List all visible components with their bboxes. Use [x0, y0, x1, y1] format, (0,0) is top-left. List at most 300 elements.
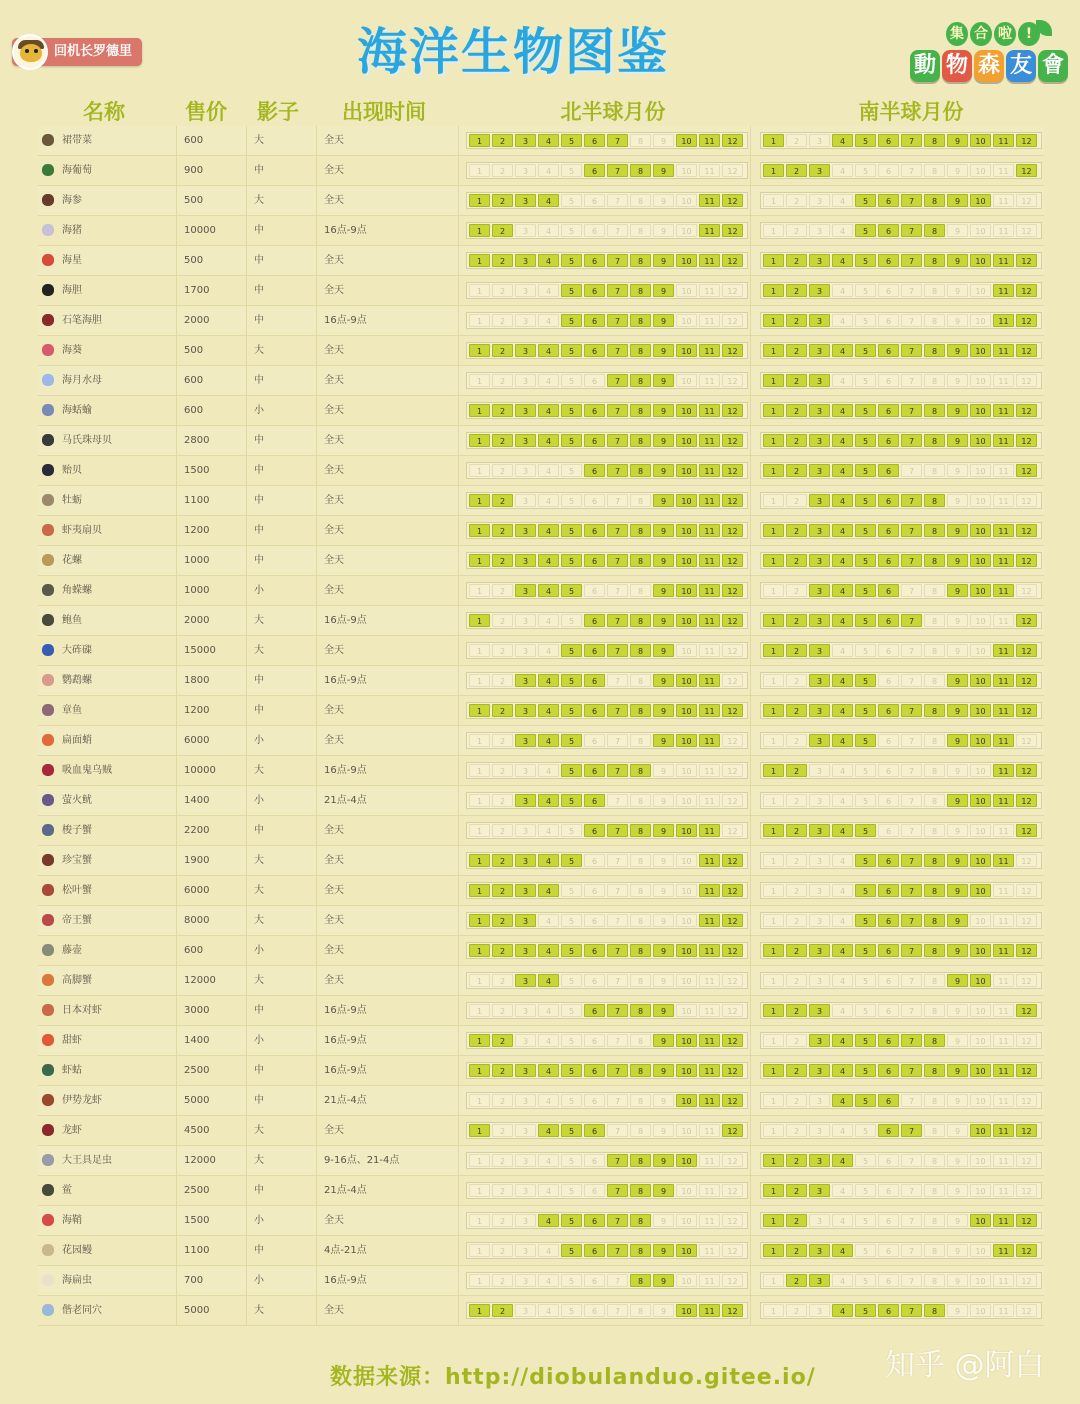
column-divider — [176, 966, 177, 995]
month-cell: 1 — [469, 1154, 490, 1167]
table-row — [38, 786, 1044, 816]
table-row — [38, 1056, 1044, 1086]
logo-char: 啦 — [994, 22, 1016, 46]
month-cell: 6 — [584, 434, 605, 447]
month-cell: 12 — [722, 674, 743, 687]
appear-time: 全天 — [324, 375, 344, 386]
month-cell: 5 — [855, 674, 876, 687]
month-cell: 9 — [947, 254, 968, 267]
south-months — [760, 762, 1042, 779]
month-cell: 11 — [993, 374, 1014, 387]
column-divider — [316, 1146, 317, 1175]
month-cell: 3 — [809, 704, 830, 717]
month-cell: 11 — [993, 1094, 1014, 1107]
south-months — [760, 792, 1042, 809]
month-cell: 10 — [970, 764, 991, 777]
column-divider — [176, 1266, 177, 1295]
month-cell: 4 — [538, 1184, 559, 1197]
month-cell: 7 — [607, 584, 628, 597]
month-cell: 1 — [469, 1094, 490, 1107]
column-divider — [316, 1206, 317, 1235]
month-cell: 9 — [947, 1094, 968, 1107]
creature-icon — [42, 884, 54, 896]
month-cell: 9 — [947, 974, 968, 987]
month-cell: 6 — [584, 374, 605, 387]
month-cell: 8 — [924, 584, 945, 597]
month-cell: 1 — [763, 1034, 784, 1047]
month-cell: 1 — [469, 674, 490, 687]
column-divider — [246, 1206, 247, 1235]
month-cell: 9 — [947, 374, 968, 387]
month-cell: 10 — [676, 434, 697, 447]
shadow-size: 中 — [254, 705, 264, 716]
month-cell: 9 — [947, 464, 968, 477]
appear-time: 全天 — [324, 1305, 344, 1316]
table-row — [38, 156, 1044, 186]
column-divider — [750, 666, 751, 695]
column-divider — [316, 1266, 317, 1295]
month-cell: 5 — [561, 764, 582, 777]
month-cell: 6 — [584, 194, 605, 207]
month-cell: 3 — [515, 1274, 536, 1287]
column-divider — [316, 1116, 317, 1145]
header-time: 出现时间 — [342, 100, 426, 124]
month-cell: 2 — [786, 254, 807, 267]
month-cell: 10 — [676, 734, 697, 747]
month-cell: 1 — [763, 524, 784, 537]
column-divider — [316, 636, 317, 665]
month-cell: 4 — [832, 704, 853, 717]
month-cell: 4 — [832, 794, 853, 807]
month-cell: 8 — [630, 1064, 651, 1077]
month-cell: 9 — [653, 434, 674, 447]
column-divider — [176, 1236, 177, 1265]
month-cell: 8 — [924, 614, 945, 627]
month-cell: 2 — [786, 764, 807, 777]
month-cell: 12 — [1016, 224, 1037, 237]
month-cell: 12 — [722, 464, 743, 477]
column-divider — [316, 1086, 317, 1115]
month-cell: 10 — [970, 134, 991, 147]
month-cell: 2 — [786, 944, 807, 957]
column-divider — [458, 1116, 459, 1145]
column-divider — [176, 1146, 177, 1175]
month-cell: 2 — [786, 164, 807, 177]
month-cell: 8 — [924, 314, 945, 327]
month-cell: 7 — [901, 224, 922, 237]
column-divider — [458, 126, 459, 155]
month-cell: 10 — [676, 374, 697, 387]
month-cell: 4 — [832, 614, 853, 627]
month-cell: 2 — [786, 854, 807, 867]
table-row — [38, 1176, 1044, 1206]
price: 10000 — [184, 225, 216, 236]
month-cell: 4 — [538, 884, 559, 897]
month-cell: 7 — [901, 524, 922, 537]
south-months — [760, 582, 1042, 599]
month-cell: 5 — [561, 1064, 582, 1077]
logo-bottom-text — [910, 50, 1068, 82]
month-cell: 4 — [832, 224, 853, 237]
price: 3000 — [184, 1005, 210, 1016]
price: 1800 — [184, 675, 210, 686]
month-cell: 3 — [515, 974, 536, 987]
month-cell: 2 — [492, 644, 513, 657]
month-cell: 5 — [561, 854, 582, 867]
month-cell: 7 — [901, 854, 922, 867]
month-cell: 7 — [901, 1214, 922, 1227]
month-cell: 7 — [607, 1094, 628, 1107]
creature-icon — [42, 704, 54, 716]
month-cell: 2 — [492, 884, 513, 897]
column-divider — [316, 1026, 317, 1055]
month-cell: 4 — [832, 254, 853, 267]
month-cell: 10 — [676, 554, 697, 567]
month-cell: 8 — [924, 1214, 945, 1227]
month-cell: 10 — [970, 854, 991, 867]
month-cell: 7 — [901, 1094, 922, 1107]
month-cell: 8 — [630, 314, 651, 327]
month-cell: 2 — [786, 794, 807, 807]
month-cell: 2 — [492, 704, 513, 717]
column-divider — [458, 906, 459, 935]
month-cell: 9 — [947, 884, 968, 897]
south-months — [760, 132, 1042, 149]
month-cell: 3 — [515, 914, 536, 927]
shadow-size: 大 — [254, 975, 264, 986]
month-cell: 9 — [947, 1124, 968, 1137]
creature-name: 伊势龙虾 — [62, 1095, 102, 1106]
creature-icon — [42, 434, 54, 446]
column-divider — [246, 1056, 247, 1085]
month-cell: 9 — [653, 704, 674, 717]
appear-time: 21点-4点 — [324, 1185, 367, 1196]
month-cell: 5 — [561, 1034, 582, 1047]
shadow-size: 中 — [254, 315, 264, 326]
month-cell: 10 — [970, 1094, 991, 1107]
month-cell: 12 — [722, 194, 743, 207]
column-divider — [458, 1086, 459, 1115]
month-cell: 2 — [786, 524, 807, 537]
creature-icon — [42, 1214, 54, 1226]
month-cell: 2 — [492, 854, 513, 867]
table-row — [38, 726, 1044, 756]
month-cell: 3 — [809, 464, 830, 477]
appear-time: 16点-9点 — [324, 1035, 367, 1046]
month-cell: 4 — [832, 1094, 853, 1107]
month-cell: 5 — [855, 134, 876, 147]
month-cell: 5 — [561, 644, 582, 657]
month-cell: 11 — [993, 344, 1014, 357]
month-cell: 8 — [630, 614, 651, 627]
month-cell: 1 — [469, 494, 490, 507]
price: 2800 — [184, 435, 210, 446]
month-cell: 1 — [763, 824, 784, 837]
shadow-size: 中 — [254, 465, 264, 476]
month-cell: 5 — [855, 554, 876, 567]
month-cell: 2 — [492, 1184, 513, 1197]
month-cell: 9 — [653, 674, 674, 687]
price: 1500 — [184, 465, 210, 476]
price: 10000 — [184, 765, 216, 776]
table-row — [38, 816, 1044, 846]
month-cell: 2 — [492, 1094, 513, 1107]
month-cell: 11 — [993, 404, 1014, 417]
month-cell: 8 — [924, 1004, 945, 1017]
north-months — [466, 1092, 748, 1109]
month-cell: 5 — [561, 1124, 582, 1137]
price: 5000 — [184, 1305, 210, 1316]
appear-time: 全天 — [324, 345, 344, 356]
creature-name: 海星 — [62, 255, 82, 266]
column-divider — [316, 606, 317, 635]
month-cell: 2 — [786, 1154, 807, 1167]
month-cell: 10 — [970, 794, 991, 807]
month-cell: 6 — [584, 1274, 605, 1287]
month-cell: 2 — [492, 734, 513, 747]
month-cell: 6 — [584, 794, 605, 807]
month-cell: 2 — [492, 944, 513, 957]
month-cell: 6 — [584, 1124, 605, 1137]
north-months — [466, 1182, 748, 1199]
month-cell: 7 — [607, 1064, 628, 1077]
month-cell: 7 — [607, 464, 628, 477]
month-cell: 6 — [878, 1004, 899, 1017]
month-cell: 5 — [855, 1064, 876, 1077]
month-cell: 10 — [970, 704, 991, 717]
month-cell: 7 — [901, 434, 922, 447]
month-cell: 3 — [809, 314, 830, 327]
month-cell: 3 — [809, 1094, 830, 1107]
column-divider — [176, 996, 177, 1025]
creature-name: 章鱼 — [62, 705, 82, 716]
month-cell: 5 — [561, 914, 582, 927]
price: 6000 — [184, 885, 210, 896]
column-divider — [176, 906, 177, 935]
month-cell: 6 — [878, 314, 899, 327]
north-months — [466, 612, 748, 629]
month-cell: 2 — [786, 734, 807, 747]
month-cell: 7 — [901, 464, 922, 477]
south-months — [760, 612, 1042, 629]
month-cell: 11 — [699, 614, 720, 627]
month-cell: 7 — [901, 764, 922, 777]
month-cell: 4 — [538, 404, 559, 417]
table-row — [38, 666, 1044, 696]
month-cell: 12 — [722, 824, 743, 837]
month-cell: 9 — [653, 254, 674, 267]
month-cell: 10 — [676, 854, 697, 867]
column-divider — [316, 306, 317, 335]
month-cell: 8 — [630, 1124, 651, 1137]
month-cell: 3 — [809, 1004, 830, 1017]
table-row — [38, 1296, 1044, 1326]
month-cell: 12 — [722, 704, 743, 717]
author-badge: 回机长罗德里 — [12, 38, 142, 66]
price: 12000 — [184, 1155, 216, 1166]
month-cell: 11 — [993, 1004, 1014, 1017]
month-cell: 10 — [970, 524, 991, 537]
month-cell: 2 — [492, 224, 513, 237]
column-divider — [176, 816, 177, 845]
column-divider — [316, 126, 317, 155]
month-cell: 4 — [832, 344, 853, 357]
month-cell: 11 — [993, 254, 1014, 267]
month-cell: 5 — [561, 1154, 582, 1167]
month-cell: 3 — [809, 194, 830, 207]
column-divider — [750, 366, 751, 395]
month-cell: 3 — [515, 1124, 536, 1137]
month-cell: 11 — [993, 434, 1014, 447]
appear-time: 全天 — [324, 735, 344, 746]
month-cell: 2 — [786, 1004, 807, 1017]
month-cell: 1 — [763, 944, 784, 957]
month-cell: 4 — [832, 1184, 853, 1197]
shadow-size: 大 — [254, 765, 264, 776]
month-cell: 7 — [901, 674, 922, 687]
column-divider — [458, 306, 459, 335]
column-divider — [246, 276, 247, 305]
month-cell: 3 — [809, 374, 830, 387]
shadow-size: 中 — [254, 1245, 264, 1256]
month-cell: 11 — [699, 404, 720, 417]
south-months — [760, 1212, 1042, 1229]
month-cell: 1 — [469, 1244, 490, 1257]
month-cell: 9 — [653, 854, 674, 867]
month-cell: 10 — [970, 644, 991, 657]
month-cell: 1 — [763, 854, 784, 867]
month-cell: 12 — [1016, 1154, 1037, 1167]
month-cell: 7 — [607, 644, 628, 657]
price: 2200 — [184, 825, 210, 836]
month-cell: 3 — [515, 374, 536, 387]
column-divider — [246, 666, 247, 695]
month-cell: 1 — [469, 944, 490, 957]
column-divider — [458, 696, 459, 725]
creature-icon — [42, 824, 54, 836]
month-cell: 6 — [878, 344, 899, 357]
month-cell: 10 — [970, 404, 991, 417]
north-months — [466, 1002, 748, 1019]
month-cell: 3 — [809, 584, 830, 597]
month-cell: 1 — [469, 134, 490, 147]
column-divider — [176, 726, 177, 755]
month-cell: 4 — [538, 944, 559, 957]
month-cell: 7 — [607, 674, 628, 687]
north-months — [466, 672, 748, 689]
price: 1000 — [184, 585, 210, 596]
column-divider — [246, 1086, 247, 1115]
column-divider — [246, 306, 247, 335]
column-divider — [246, 366, 247, 395]
month-cell: 7 — [901, 1154, 922, 1167]
month-cell: 1 — [763, 464, 784, 477]
column-divider — [750, 1026, 751, 1055]
month-cell: 4 — [832, 674, 853, 687]
month-cell: 2 — [492, 914, 513, 927]
month-cell: 5 — [561, 614, 582, 627]
south-months — [760, 1122, 1042, 1139]
south-months — [760, 672, 1042, 689]
month-cell: 4 — [832, 434, 853, 447]
column-divider — [176, 936, 177, 965]
month-cell: 7 — [607, 404, 628, 417]
month-cell: 12 — [722, 974, 743, 987]
column-divider — [246, 336, 247, 365]
appear-time: 16点-9点 — [324, 675, 367, 686]
column-divider — [316, 486, 317, 515]
month-cell: 12 — [1016, 794, 1037, 807]
month-cell: 4 — [538, 1214, 559, 1227]
month-cell: 2 — [492, 1154, 513, 1167]
month-cell: 11 — [993, 824, 1014, 837]
appear-time: 全天 — [324, 555, 344, 566]
column-divider — [246, 906, 247, 935]
month-cell: 12 — [722, 1004, 743, 1017]
month-cell: 10 — [970, 1214, 991, 1227]
month-cell: 4 — [832, 524, 853, 537]
creature-name: 偕老同穴 — [62, 1305, 102, 1316]
creature-name: 甜虾 — [62, 1035, 82, 1046]
month-cell: 10 — [676, 584, 697, 597]
shadow-size: 中 — [254, 555, 264, 566]
column-divider — [458, 1026, 459, 1055]
logo-char: 物 — [942, 50, 972, 82]
page-title: 海洋生物图鉴 — [357, 23, 669, 81]
column-divider — [176, 756, 177, 785]
month-cell: 11 — [993, 1154, 1014, 1167]
creature-icon — [42, 224, 54, 236]
month-cell: 2 — [786, 434, 807, 447]
month-cell: 1 — [763, 794, 784, 807]
watermark: 知乎 @阿白 — [885, 1348, 1045, 1383]
column-divider — [316, 786, 317, 815]
month-cell: 12 — [722, 524, 743, 537]
column-divider — [458, 816, 459, 845]
shadow-size: 大 — [254, 915, 264, 926]
month-cell: 4 — [538, 974, 559, 987]
column-divider — [316, 426, 317, 455]
month-cell: 8 — [630, 824, 651, 837]
month-cell: 5 — [855, 434, 876, 447]
month-cell: 11 — [699, 164, 720, 177]
creature-icon — [42, 554, 54, 566]
price: 600 — [184, 375, 204, 386]
month-cell: 2 — [492, 464, 513, 477]
south-months — [760, 552, 1042, 569]
month-cell: 7 — [901, 824, 922, 837]
month-cell: 1 — [763, 764, 784, 777]
month-cell: 9 — [653, 884, 674, 897]
column-divider — [176, 426, 177, 455]
shadow-size: 小 — [254, 1275, 264, 1286]
month-cell: 12 — [1016, 1034, 1037, 1047]
creature-icon — [42, 164, 54, 176]
month-cell: 2 — [786, 1094, 807, 1107]
month-cell: 1 — [469, 1214, 490, 1227]
column-divider — [458, 366, 459, 395]
month-cell: 3 — [515, 674, 536, 687]
month-cell: 11 — [993, 554, 1014, 567]
month-cell: 7 — [607, 374, 628, 387]
month-cell: 6 — [584, 1094, 605, 1107]
month-cell: 6 — [584, 584, 605, 597]
month-cell: 2 — [492, 974, 513, 987]
month-cell: 1 — [469, 1064, 490, 1077]
price: 2000 — [184, 315, 210, 326]
month-cell: 6 — [878, 524, 899, 537]
table-row — [38, 246, 1044, 276]
